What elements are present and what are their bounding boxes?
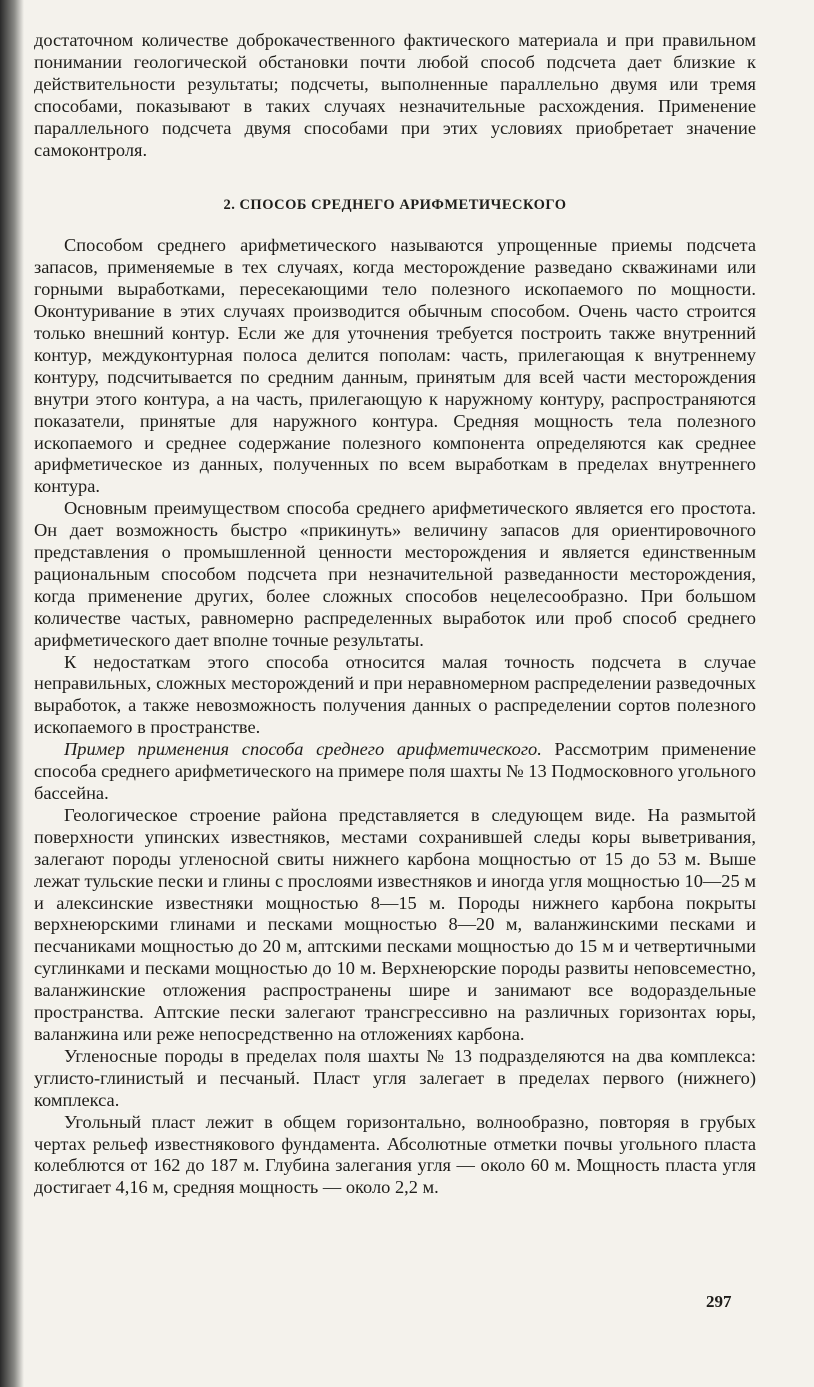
- intro-paragraph: достаточном количестве доброкачественного фактического материала и при правильном понимании геологической обстановки почти любой способ подсчета дает близкие к действительности результаты; подсчеты, выполненные параллельно двумя или тремя способами, показывают в таких случаях незначительные расхождения. Применение параллельного подсчета двумя способами при этих условиях приобретает значение самоконтроля.: [34, 30, 756, 160]
- paragraph-geology: Геологическое строение района представляется в следующем виде. На размытой поверхности упинских известняков, местами сохранившей следы коры выветривания, залегают породы угленосной свиты нижнего карбона мощностью от 15 до 53 м. Выше лежат тульские пески и глины с прослоями известняков и иногда угля мощностью 10—25 м и алексинские известняки мощностью 8—15 м. Породы нижнего карбона покрыты верхнеюрскими глинами и песками мощностью 8—20 м, валанжинскими песками и песчаниками мощностью до 20 м, аптскими песками мощностью до 15 м и четвертичными суглинками и песками мощностью до 10 м. Верхнеюрские породы развиты неповсеместно, валанжинские отложения распространены шире и занимают все водораздельные пространства. Аптские пески залегают трансгрессивно на различных горизонтах юры, валанжина или реже непосредственно на отложениях карбона.: [34, 804, 756, 1044]
- section-heading: 2. СПОСОБ СРЕДНЕГО АРИФМЕТИЧЕСКОГО: [223, 197, 567, 214]
- paragraph-coal-complexes: Угленосные породы в пределах поля шахты № 13 подразделяются на два комплекса: углисто-глинистый и песчаный. Пласт угля залегает в пределах первого (нижнего) комплекса.: [34, 1045, 756, 1110]
- paragraph-example: [34, 739, 756, 805]
- example-lead: Пример применения способа среднего арифметического.: [64, 739, 542, 760]
- paragraph-disadvantages: К недостаткам этого способа относится малая точность подсчета в случае неправильных, сложных месторождений и при неравномерном распределении разведочных выработок, а также невозможность получения данных о распределении сортов полезного ископаемого в пространстве.: [34, 651, 756, 738]
- book-spine-shadow: [0, 0, 24, 1387]
- paragraph-coal-seam: Угольный пласт лежит в общем горизонтально, волнообразно, повторяя в грубых чертах рельеф известнякового фундамента. Абсолютные отметки почвы угольного пласта колеблются от 162 до 187 м. Глубина залегания угля — около 60 м. Мощность пласта угля достигает 4,16 м, средняя мощность — около 2,2 м.: [34, 1111, 756, 1198]
- paragraph-advantages: Основным преимуществом способа среднего арифметического является его простота. Он дает возможность быстро «прикинуть» величину запасов для ориентировочного представления о промышленной ценности месторождения и является единственным рациональным способом подсчета при незначительной разведанности месторождения, когда применение других, более сложных способов нецелесообразно. При большом количестве частых, равномерно распределенных выработок или проб способ среднего арифметического дает вполне точные результаты.: [34, 498, 756, 650]
- page-number: 297: [706, 1292, 732, 1311]
- page-body: [34, 30, 756, 1199]
- paragraph-definition: Способом среднего арифметического называются упрощенные приемы подсчета запасов, применяемые в тех случаях, когда месторождение разведано скважинами или горными выработками, пересекающими тело полезного ископаемого по мощности. Оконтуривание в этих случаях производится обычным способом. Очень часто строится только внешний контур. Если же для уточнения требуется построить также внутренний контур, междуконтурная полоса делится пополам: часть, прилегающая к внутреннему контуру, подсчитывается по средним данным, принятым для всей части месторождения внутри этого контура, а на часть, прилегающую к наружному контуру, распространяются показатели, принятые для наружного контура. Средняя мощность тела полезного ископаемого и среднее содержание полезного компонента определяются как среднее арифметическое из данных, полученных по всем выработкам в пределах внутреннего контура.: [34, 235, 756, 497]
- example-text: Рассмотрим применение способа среднего арифметического на примере поля шахты № 13 Подмосковного угольного бассейна.: [34, 739, 756, 803]
